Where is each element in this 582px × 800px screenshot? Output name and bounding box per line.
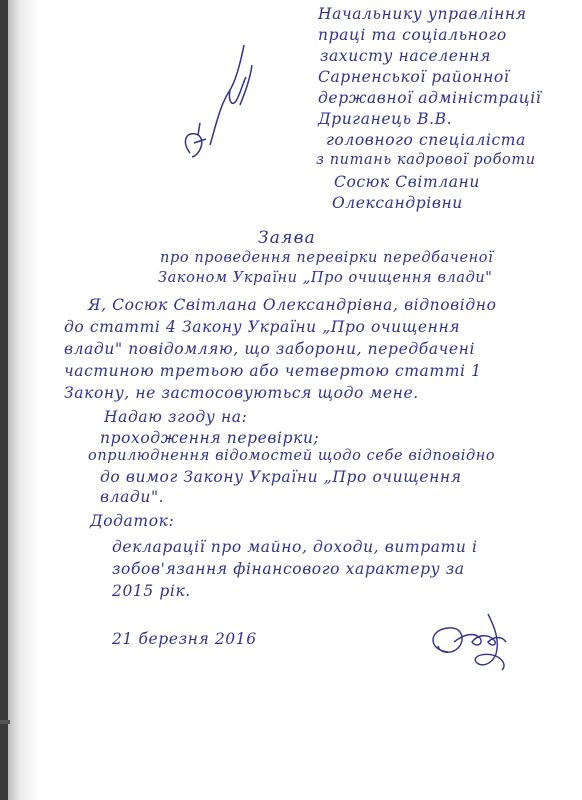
addressee-line: Дриганець В.В. [318,110,453,128]
addressee-line: державної адміністрації [318,89,542,107]
page-shadow [22,0,40,800]
consent-line: проходження перевірки; [100,429,320,447]
addressee-line: захисту населення [320,47,491,65]
signature [418,604,528,680]
scanner-edge-gradient [8,0,22,800]
body-line: до статті 4 Закону України „Про очищення [64,318,461,336]
addressee-line: головного спеціаліста [326,131,526,149]
scanner-mark [0,720,10,724]
date: 21 березня 2016 [112,630,257,648]
body-line: влади" повідомляю, що заборони, передбачені [64,340,476,358]
addressee-line: Сосюк Світлани [334,173,480,191]
addressee-line: Начальнику управління [318,5,527,23]
attachment-label: Додаток: [90,512,175,530]
subtitle-line: Законом України „Про очищення влади" [158,270,493,286]
consent-line: оприлюднення відомостей щодо себе відповідно [88,448,496,464]
scanner-edge [0,0,8,800]
body-line: Закону, не застосовуються щодо мене. [64,384,419,402]
addressee-line: з питань кадрової роботи [316,152,536,168]
attachment-line: декларації про майно, доходи, витрати і [112,538,478,556]
document-title: Заява [258,228,317,248]
addressee-line: Олександрівни [332,194,463,212]
consent-line: влади". [100,488,165,506]
attachment-line: зобов'язання фінансового характеру за [112,560,465,578]
consent-line: до вимог Закону України „Про очищення [100,468,462,486]
addressee-line: Сарненської районної [318,68,510,86]
body-line: Я, Сосюк Світлана Олександрівна, відповідно [88,296,497,314]
body-line: частиною третьою або четвертою статті 1 [64,362,482,380]
addressee-line: праці та соціального [318,26,507,44]
subtitle-line: про проведення перевірки передбаченої [160,250,494,266]
attachment-line: 2015 рік. [112,582,191,600]
consent-line: Надаю згоду на: [104,408,248,426]
resolution-signature [170,35,270,165]
